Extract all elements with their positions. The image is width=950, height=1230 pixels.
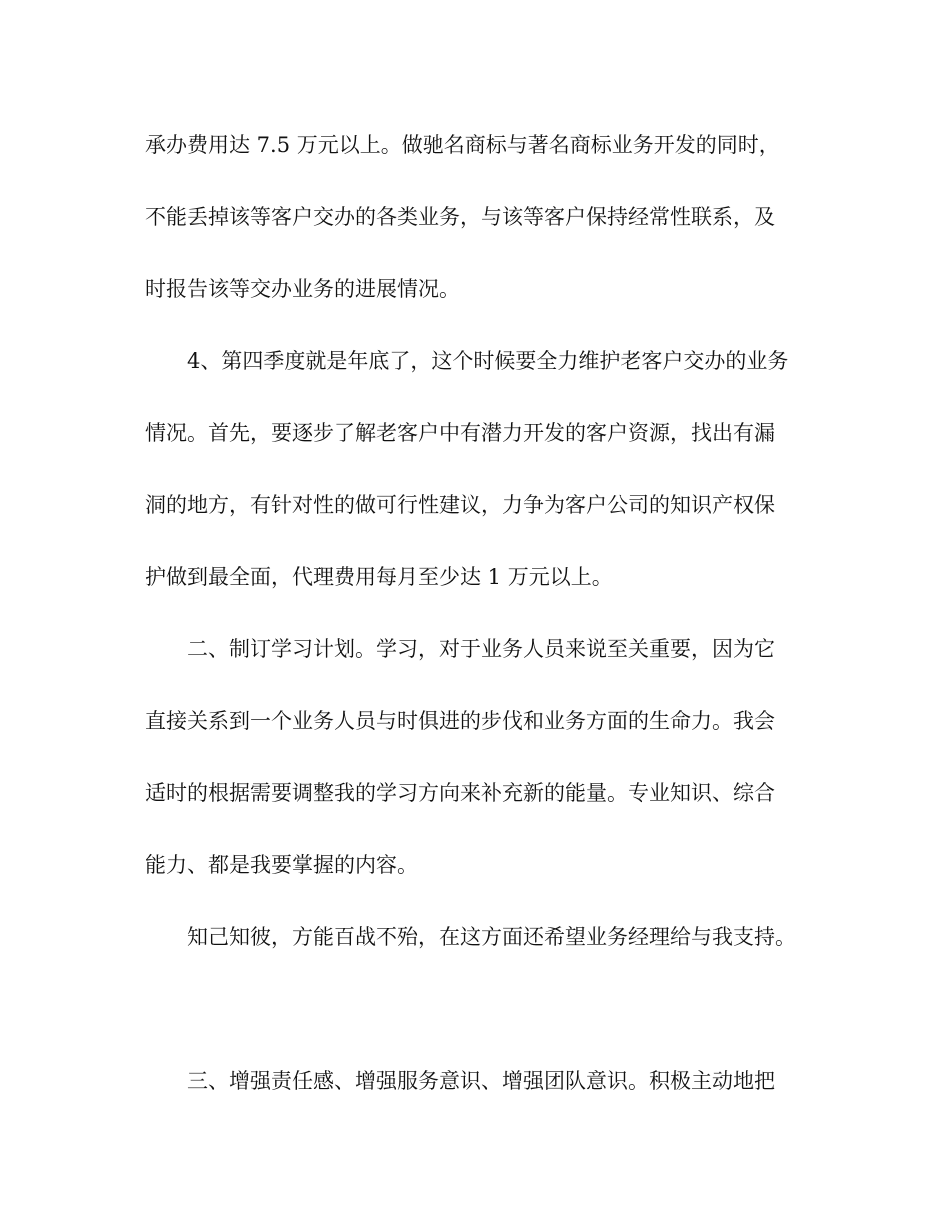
text-line: 护做到最全面，代理费用每月至少达 1 万元以上。 <box>145 565 613 589</box>
paragraph-start-line: 4、第四季度就是年底了，这个时候要全力维护老客户交办的业务 <box>187 349 789 373</box>
paragraph-start-line: 二、制订学习计划。学习，对于业务人员来说至关重要，因为它 <box>187 637 775 661</box>
text-line: 洞的地方，有针对性的做可行性建议，力争为客户公司的知识产权保 <box>145 493 775 517</box>
text-line: 适时的根据需要调整我的学习方向来补充新的能量。专业知识、综合 <box>145 781 775 805</box>
text-line: 直接关系到一个业务人员与时俱进的步伐和业务方面的生命力。我会 <box>145 709 775 733</box>
text-line: 情况。首先，要逐步了解老客户中有潜力开发的客户资源，找出有漏 <box>145 421 775 445</box>
text-line: 承办费用达 7.5 万元以上。做驰名商标与著名商标业务开发的同时， <box>145 133 780 157</box>
text-line: 能力、都是我要掌握的内容。 <box>145 853 418 877</box>
paragraph-start-line: 知己知彼，方能百战不殆，在这方面还希望业务经理给与我支持。 <box>187 925 796 949</box>
text-line: 时报告该等交办业务的进展情况。 <box>145 277 460 301</box>
paragraph-start-line: 三、增强责任感、增强服务意识、增强团队意识。积极主动地把 <box>187 1069 775 1093</box>
text-line: 不能丢掉该等客户交办的各类业务，与该等客户保持经常性联系，及 <box>145 205 775 229</box>
